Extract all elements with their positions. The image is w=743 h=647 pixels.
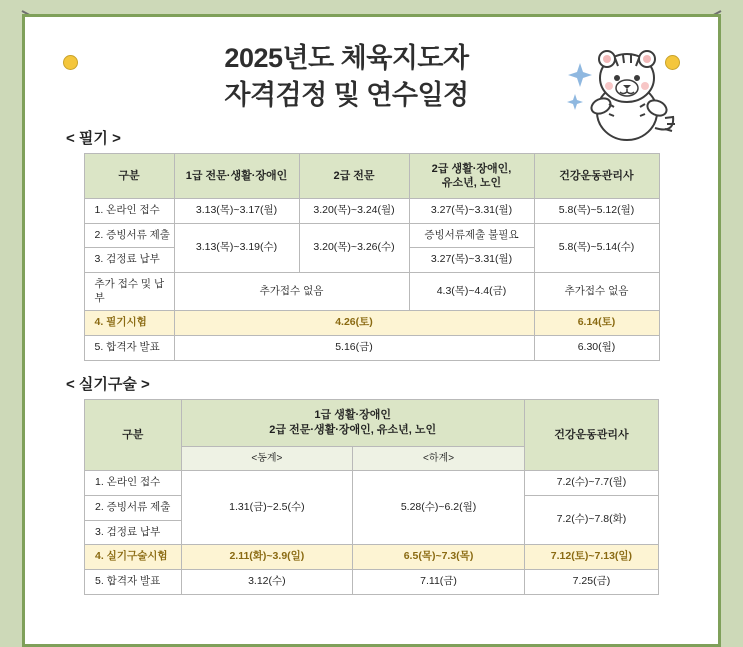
- cell-written-exam-health-date: 6.14(토): [534, 311, 659, 336]
- row-label-document-submit: 2. 증빙서류 제출: [84, 223, 174, 248]
- cell-practical-result-summer: 7.11(금): [353, 569, 525, 594]
- col-header-health-manager: 건강운동관리사: [534, 153, 659, 199]
- cell-additional-none-right: 추가접수 없음: [534, 273, 659, 311]
- cell-document-health: 5.8(목)~5.14(수): [534, 223, 659, 272]
- table-row: [84, 273, 659, 311]
- cell-practical-health-apply: 7.2(수)~7.7(월): [524, 471, 658, 496]
- cell-online-apply-level1: 3.13(목)~3.17(월): [174, 199, 299, 224]
- col-header-level1: 1급 전문·생활·장애인: [174, 153, 299, 199]
- table-header-row: [85, 399, 659, 447]
- col-header-level2-life-line1: 2급 생활·장애인,: [431, 162, 512, 175]
- cell-practical-summer-apply: 5.28(수)~6.2(월): [353, 471, 525, 545]
- table-row: [84, 335, 659, 360]
- cell-practical-health-document: 7.2(수)~7.8(화): [524, 496, 658, 545]
- row-label-document-submit-practical: 2. 증빙서류 제출: [85, 496, 182, 521]
- cell-document-level1: 3.13(목)~3.19(수): [174, 223, 299, 272]
- cell-online-apply-health: 5.8(목)~5.12(월): [534, 199, 659, 224]
- col-subheader-winter: <동계>: [181, 447, 353, 471]
- table-row: [85, 569, 659, 594]
- col-header-category: 구분: [84, 153, 174, 199]
- cell-document-level2life: 증빙서류제출 불필요: [409, 223, 534, 248]
- row-label-result-announce: 5. 합격자 발표: [84, 335, 174, 360]
- page-title-line2: 자격검정 및 연수일정: [224, 80, 469, 111]
- col-header-level2-pro: 2급 전문: [299, 153, 409, 199]
- row-label-online-apply: 1. 온라인 접수: [84, 199, 174, 224]
- row-label-practical-exam: 4. 실기구술시험: [85, 545, 182, 570]
- table-row-highlight: [84, 311, 659, 336]
- col-header-category-practical: 구분: [85, 399, 182, 471]
- table-header-row: [84, 153, 659, 199]
- written-exam-schedule-table: [84, 153, 660, 361]
- col-header-level2-life-line2: 유소년, 노인: [441, 176, 502, 189]
- col-header-group-line2: 2급 전문·생활·장애인, 유소년, 노인: [269, 423, 437, 436]
- row-label-written-exam: 4. 필기시험: [84, 311, 174, 336]
- page-title-line1: 2025년도 체육지도자: [224, 43, 469, 73]
- cell-result-date: 5.16(금): [174, 335, 534, 360]
- col-header-health-manager-practical: 건강운동관리사: [524, 399, 658, 471]
- table-row: [84, 199, 659, 224]
- cell-written-exam-date: 4.26(토): [174, 311, 534, 336]
- row-label-fee-payment-practical: 3. 검정료 납부: [85, 520, 182, 545]
- cell-practical-winter-apply: 1.31(금)~2.5(수): [181, 471, 353, 545]
- cell-online-apply-level2life: 3.27(목)~3.31(월): [409, 199, 534, 224]
- cell-additional-none-left: 추가접수 없음: [174, 273, 409, 311]
- table-row-highlight: [85, 545, 659, 570]
- section-label-practical: < 실기구술 >: [66, 375, 150, 393]
- cell-online-apply-level2pro: 3.20(목)~3.24(월): [299, 199, 409, 224]
- cell-practical-exam-health: 7.12(토)~7.13(일): [524, 545, 658, 570]
- cell-practical-result-health: 7.25(금): [524, 569, 658, 594]
- row-label-additional-apply: 추가 접수 및 납부: [84, 273, 174, 311]
- cell-document-level2pro: 3.20(목)~3.26(수): [299, 223, 409, 272]
- col-header-group-line1: 1급 생활·장애인: [314, 408, 391, 421]
- table-row: [85, 471, 659, 496]
- cell-result-health-date: 6.30(월): [534, 335, 659, 360]
- row-label-online-apply-practical: 1. 온라인 접수: [85, 471, 182, 496]
- table-row: [84, 223, 659, 248]
- row-label-result-announce-practical: 5. 합격자 발표: [85, 569, 182, 594]
- poster-content: [28, 18, 715, 647]
- cell-practical-exam-winter: 2.11(화)~3.9(일): [181, 545, 353, 570]
- row-label-fee-payment: 3. 검정료 납부: [84, 248, 174, 273]
- cell-additional-level2life: 4.3(목)~4.4(금): [409, 273, 534, 311]
- col-header-level2-life: [409, 153, 534, 199]
- cell-fee-level2life: 3.27(목)~3.31(월): [409, 248, 534, 273]
- col-header-group-levels: [181, 399, 524, 447]
- section-label-written: < 필기 >: [66, 129, 121, 147]
- cell-practical-result-winter: 3.12(수): [181, 569, 353, 594]
- tiger-mascot-icon: [565, 42, 685, 147]
- cell-practical-exam-summer: 6.5(목)~7.3(목): [353, 545, 525, 570]
- col-subheader-summer: <하계>: [353, 447, 525, 471]
- practical-exam-schedule-table: [84, 399, 659, 595]
